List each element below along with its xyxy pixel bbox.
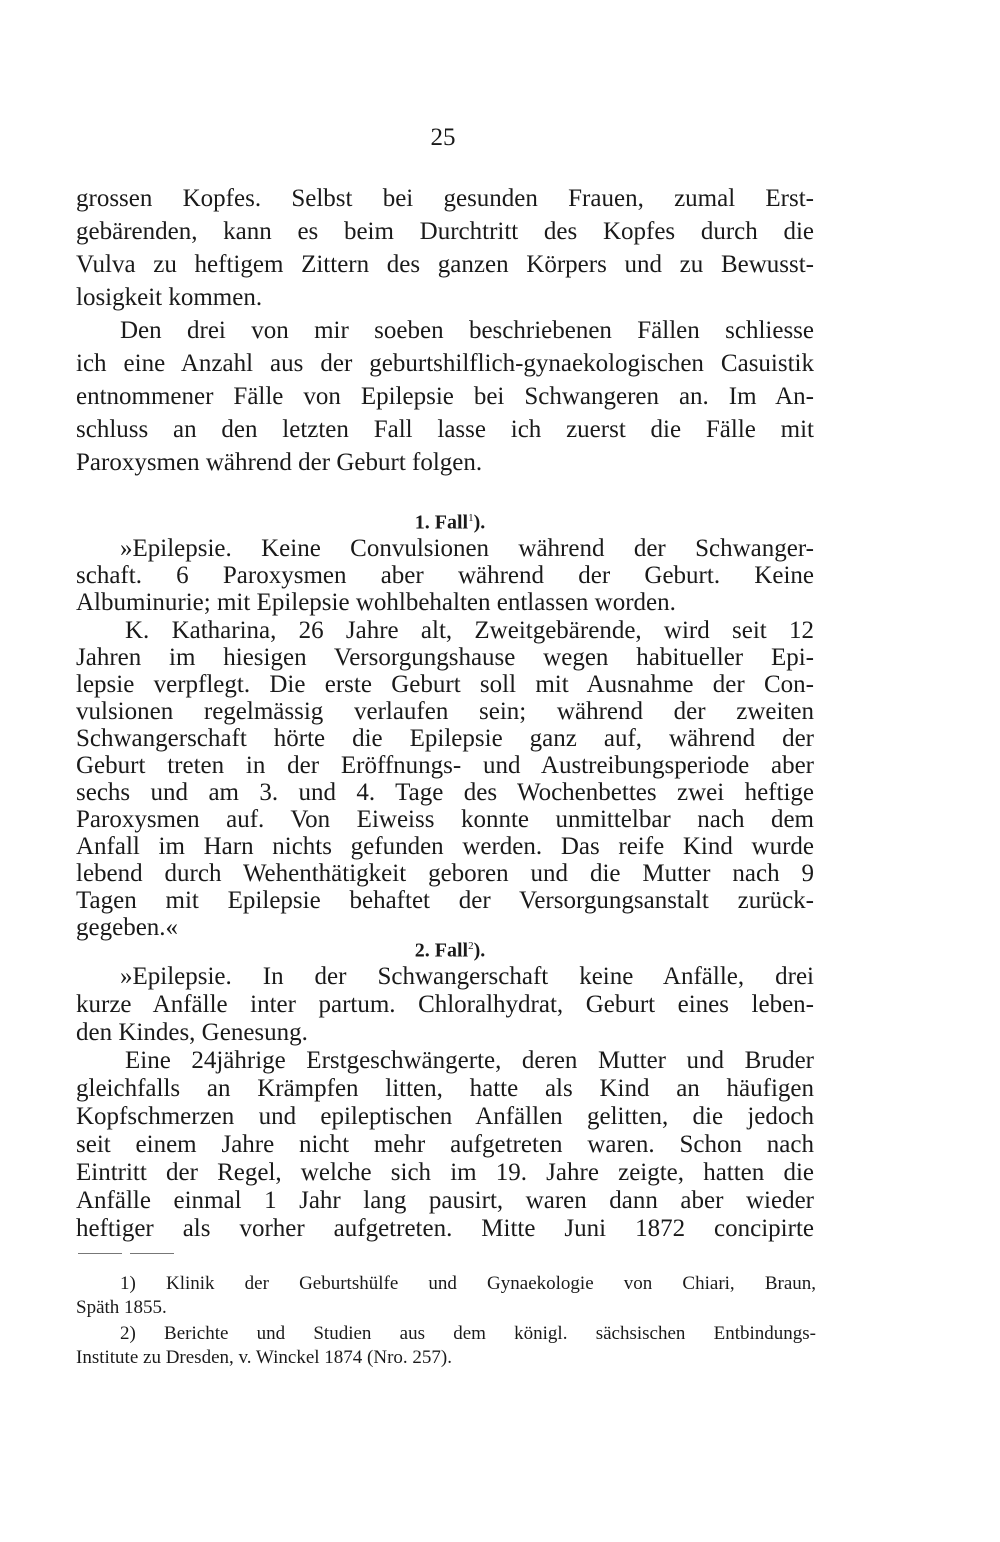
footnote-line: 1) Klinik der Geburtshülfe und Gynaekologie von Chiari, Braun, <box>120 1273 816 1294</box>
text-line: entnommener Fälle von Epilepsie bei Schwangeren an. Im An- <box>76 383 814 410</box>
footnote-line: 2) Berichte und Studien aus dem königl. sächsischen Entbindungs- <box>120 1323 816 1344</box>
text-line: schluss an den letzten Fall lasse ich zuerst die Fälle mit <box>76 416 814 443</box>
text-line: Anfälle einmal 1 Jahr lang pausirt, waren dann aber wieder <box>76 1187 814 1214</box>
text-line: gebärenden, kann es beim Durchtritt des Kopfes durch die <box>76 218 814 245</box>
text-line: Kopfschmerzen und epileptischen Anfällen gelitten, die jedoch <box>76 1103 814 1130</box>
text-line: Paroxysmen auf. Von Eiweiss konnte unmittelbar nach dem <box>76 806 814 833</box>
text-line: lebend durch Wehenthätigkeit geboren und die Mutter nach 9 <box>76 860 814 887</box>
text-line: kurze Anfälle inter partum. Chloralhydrat, Geburt eines leben- <box>76 991 814 1018</box>
text-line: vulsionen regelmässig verlaufen sein; während der zweiten <box>76 698 814 725</box>
case-heading: 2. Fall$^2$). <box>414 939 486 962</box>
footnote-rule <box>130 1253 174 1254</box>
text-line: den Kindes, Genesung. <box>76 1019 308 1046</box>
text-line: Albuminurie; mit Epilepsie wohlbehalten entlassen worden. <box>76 589 676 616</box>
text-line: ich eine Anzahl aus der geburtshilflich-gynaekologischen Casuistik <box>76 350 814 377</box>
text-line: Geburt treten in der Eröffnungs- und Austreibungsperiode aber <box>76 752 814 779</box>
text-line: seit einem Jahre nicht mehr aufgetreten waren. Schon nach <box>76 1131 814 1158</box>
text-line: gleichfalls an Krämpfen litten, hatte als Kind an häufigen <box>76 1075 814 1102</box>
text-line: K. Katharina, 26 Jahre alt, Zweitgebärende, wird seit 12 <box>125 617 814 644</box>
text-line: Den drei von mir soeben beschriebenen Fällen schliesse <box>120 317 814 344</box>
text-line: Anfall im Harn nichts gefunden werden. Das reife Kind wurde <box>76 833 814 860</box>
text-line: losigkeit kommen. <box>76 284 263 311</box>
text-line: Vulva zu heftigem Zittern des ganzen Körpers und zu Bewusst- <box>76 251 814 278</box>
case-heading: 1. Fall$^1$). <box>414 511 486 534</box>
footnote-line: Institute zu Dresden, v. Winckel 1874 (Nro. 257). <box>76 1347 452 1368</box>
text-line: heftiger als vorher aufgetreten. Mitte Juni 1872 concipirte <box>76 1215 814 1242</box>
text-line: Eintritt der Regel, welche sich im 19. Jahre zeigte, hatten die <box>76 1159 814 1186</box>
text-line: grossen Kopfes. Selbst bei gesunden Frauen, zumal Erst- <box>76 185 814 212</box>
footnote-rule <box>78 1253 122 1254</box>
text-line: Tagen mit Epilepsie behaftet der Versorgungsanstalt zurück- <box>76 887 814 914</box>
text-line: sechs und am 3. und 4. Tage des Wochenbettes zwei heftige <box>76 779 814 806</box>
text-line: gegeben.« <box>76 914 179 941</box>
text-line: Jahren im hiesigen Versorgungshause wegen habitueller Epi- <box>76 644 814 671</box>
text-line: Paroxysmen während der Geburt folgen. <box>76 449 483 476</box>
text-line: Eine 24jährige Erstgeschwängerte, deren Mutter und Bruder <box>125 1047 814 1074</box>
page-number: 25 <box>430 124 456 151</box>
footnote-line: Späth 1855. <box>76 1297 167 1318</box>
text-line: lepsie verpflegt. Die erste Geburt soll mit Ausnahme der Con- <box>76 671 814 698</box>
text-line: »Epilepsie. Keine Convulsionen während der Schwanger- <box>120 535 814 562</box>
text-line: Schwangerschaft hörte die Epilepsie ganz auf, während der <box>76 725 814 752</box>
text-line: schaft. 6 Paroxysmen aber während der Geburt. Keine <box>76 562 814 589</box>
text-line: »Epilepsie. In der Schwangerschaft keine Anfälle, drei <box>120 963 814 990</box>
